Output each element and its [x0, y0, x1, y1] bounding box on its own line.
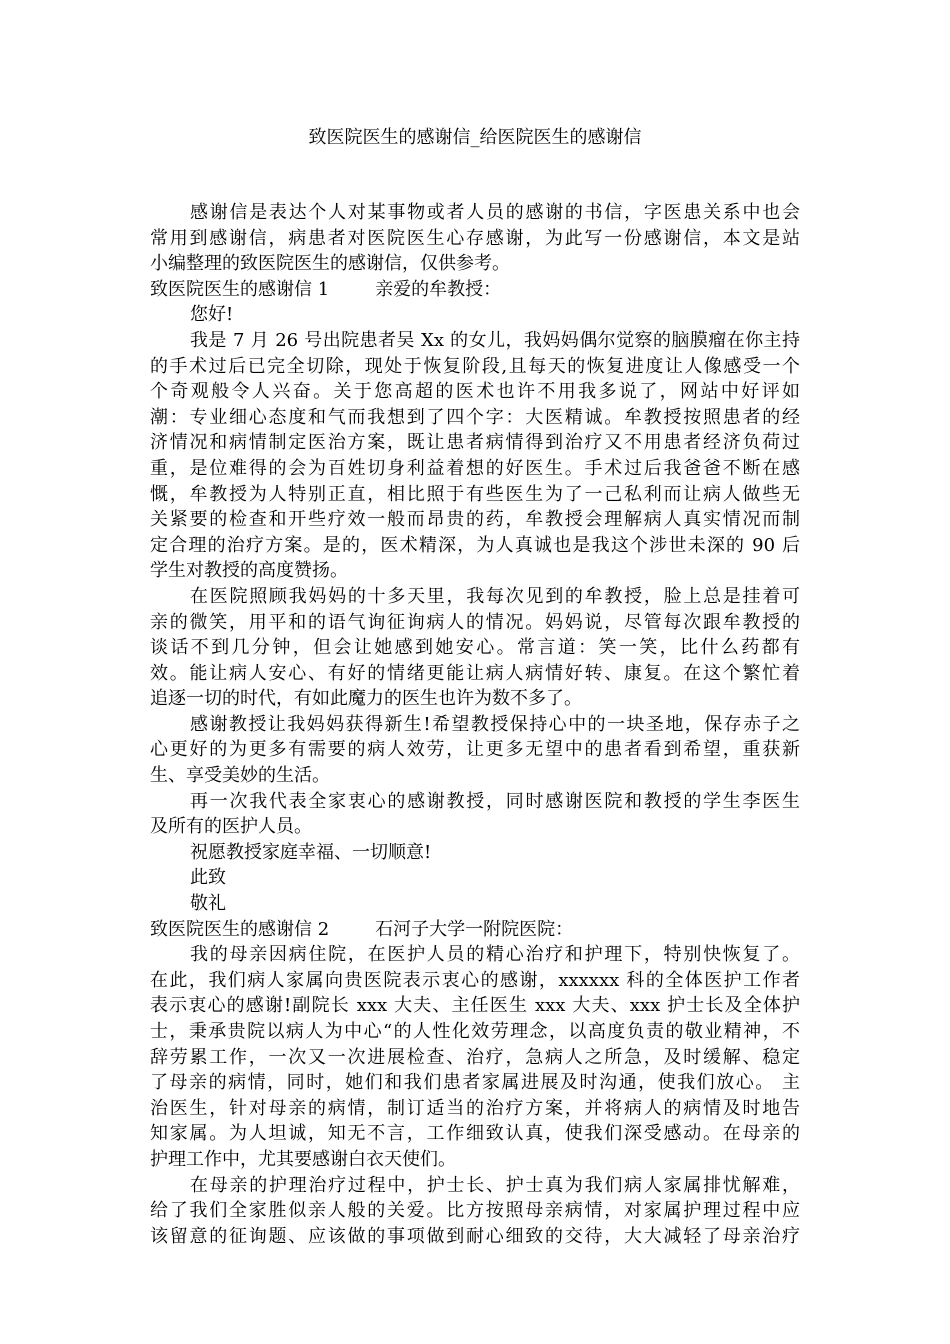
- closing-jingli: 敬礼: [190, 893, 226, 915]
- paragraph-line: 感谢教授让我妈妈获得新生!希望教授保持心中的一块圣地，保存赤子之: [190, 713, 800, 735]
- paragraph-line: 该留意的征询题、应该做的事项做到耐心细致的交待，大大减轻了母亲治疗: [150, 1225, 800, 1247]
- section-heading-1: 致医院医生的感谢信 1: [150, 278, 330, 300]
- section-heading-line: [150, 277, 800, 303]
- closing-wish: 祝愿教授家庭幸福、一切顺意!: [190, 841, 432, 863]
- document-title: 致医院医生的感谢信_给医院医生的感谢信: [308, 127, 642, 148]
- paragraph-line: 潮：专业细心态度和气而我想到了四个字：大医精诚。牟教授按照患者的经: [150, 406, 800, 428]
- paragraph-line: 再一次我代表全家衷心的感谢教授，同时感谢医院和教授的学生李医生: [190, 790, 800, 812]
- paragraph-line: 在此，我们病人家属向贵医院表示衷心的感谢，xxxxxx 科的全体医护工作者: [150, 969, 800, 991]
- paragraph-line: 士，秉承贵院以病人为中心“的人性化效劳理念，以高度负责的敬业精神，不: [150, 1021, 800, 1042]
- paragraph-line: 生、享受美妙的生活。: [150, 765, 330, 787]
- paragraph-line: 了母亲的病情，同时，她们和我们患者家属进展及时沟通，使我们放心。 主: [150, 1072, 800, 1094]
- paragraph-line: 心更好的为更多有需要的病人效劳，让更多无望中的患者看到希望，重获新: [150, 739, 800, 761]
- section-heading-2: 致医院医生的感谢信 2: [150, 918, 330, 940]
- paragraph-line: 定合理的治疗方案。是的，医术精深，为人真诚也是我这个涉世未深的 90 后: [150, 534, 800, 556]
- paragraph-line: 常用到感谢信，病患者对医院医生心存感谢，为此写一份感谢信，本文是站: [150, 227, 800, 249]
- paragraph-line: 关紧要的检查和开些疗效一般而昂贵的药，牟教授会理解病人真实情况而制: [150, 509, 800, 531]
- paragraph-line: 谈话不到几分钟，但会让她感到她安心。常言道：笑一笑，比什么药都有: [150, 637, 800, 659]
- paragraph-line: 表示衷心的感谢!副院长 xxx 大夫、主任医生 xxx 大夫、xxx 护士长及全体护: [150, 995, 800, 1017]
- paragraph-line: 学生对教授的高度赞扬。: [150, 560, 348, 582]
- document-body: [150, 200, 800, 1249]
- closing-cizhi: 此致: [190, 867, 226, 889]
- paragraph-line: 重，是位难得的会为百姓切身利益着想的好医生。手术过后我爸爸不断在感: [150, 457, 800, 479]
- paragraph-line: 慨，牟教授为人特别正直，相比照于有些医生为了一己私利而让病人做些无: [150, 483, 800, 505]
- paragraph-line: 亲的微笑，用平和的语气询征询病人的情况。妈妈说，尽管每次跟牟教授的: [150, 611, 800, 633]
- paragraph-line: 知家属。为人坦诚，知无不言，工作细致认真，使我们深受感动。在母亲的: [150, 1123, 800, 1145]
- paragraph-line: 及所有的医护人员。: [150, 816, 312, 838]
- paragraph-line: 在母亲的护理治疗过程中，护士长、护士真为我们病人家属排忧解难，: [190, 1174, 800, 1196]
- paragraph-line: 我是 7 月 26 号出院患者吴 Xx 的女儿，我妈妈偶尔觉察的脑膜瘤在你主持: [190, 329, 800, 351]
- paragraph-line: 治医生，针对母亲的病情，制订适当的治疗方案，并将病人的病情及时地告: [150, 1097, 800, 1119]
- salutation: 亲爱的牟教授：: [375, 278, 502, 300]
- paragraph-line: 济情况和病情制定医治方案，既让患者病情得到治疗又不用患者经济负荷过: [150, 432, 800, 454]
- paragraph-line: 我的母亲因病住院，在医护人员的精心治疗和护理下，特别快恢复了。: [190, 944, 800, 966]
- paragraph-line: 护理工作中，尤其要感谢白衣天使们。: [150, 1148, 456, 1170]
- paragraph-line: 辞劳累工作，一次又一次进展检查、治疗，急病人之所急，及时缓解、稳定: [150, 1046, 800, 1068]
- section-heading-line: [150, 917, 800, 943]
- paragraph-line: 小编整理的致医院医生的感谢信，仅供参考。: [150, 253, 510, 275]
- paragraph-line: 感谢信是表达个人对某事物或者人员的感谢的书信，字医患关系中也会: [190, 202, 800, 223]
- paragraph-line: 给了我们全家胜似亲人般的关爱。比方按照母亲病情，对家属护理过程中应: [150, 1200, 800, 1222]
- paragraph-line: 个奇观般令人兴奋。关于您高超的医术也许不用我多说了，网站中好评如: [150, 381, 800, 403]
- greeting: 您好!: [190, 304, 234, 326]
- paragraph-line: 追逐一切的时代，有如此魔力的医生也许为数不多了。: [150, 688, 582, 710]
- paragraph-line: 效。能让病人安心、有好的情绪更能让病人病情好转、康复。在这个繁忙着: [150, 662, 800, 684]
- salutation: 石河子大学一附院医院：: [375, 918, 574, 940]
- paragraph-line: 在医院照顾我妈妈的十多天里，我每次见到的牟教授，脸上总是挂着可: [190, 585, 800, 607]
- paragraph-line: 的手术过后已完全切除，现处于恢复阶段,且每天的恢复进度让人像感受一个: [150, 355, 800, 377]
